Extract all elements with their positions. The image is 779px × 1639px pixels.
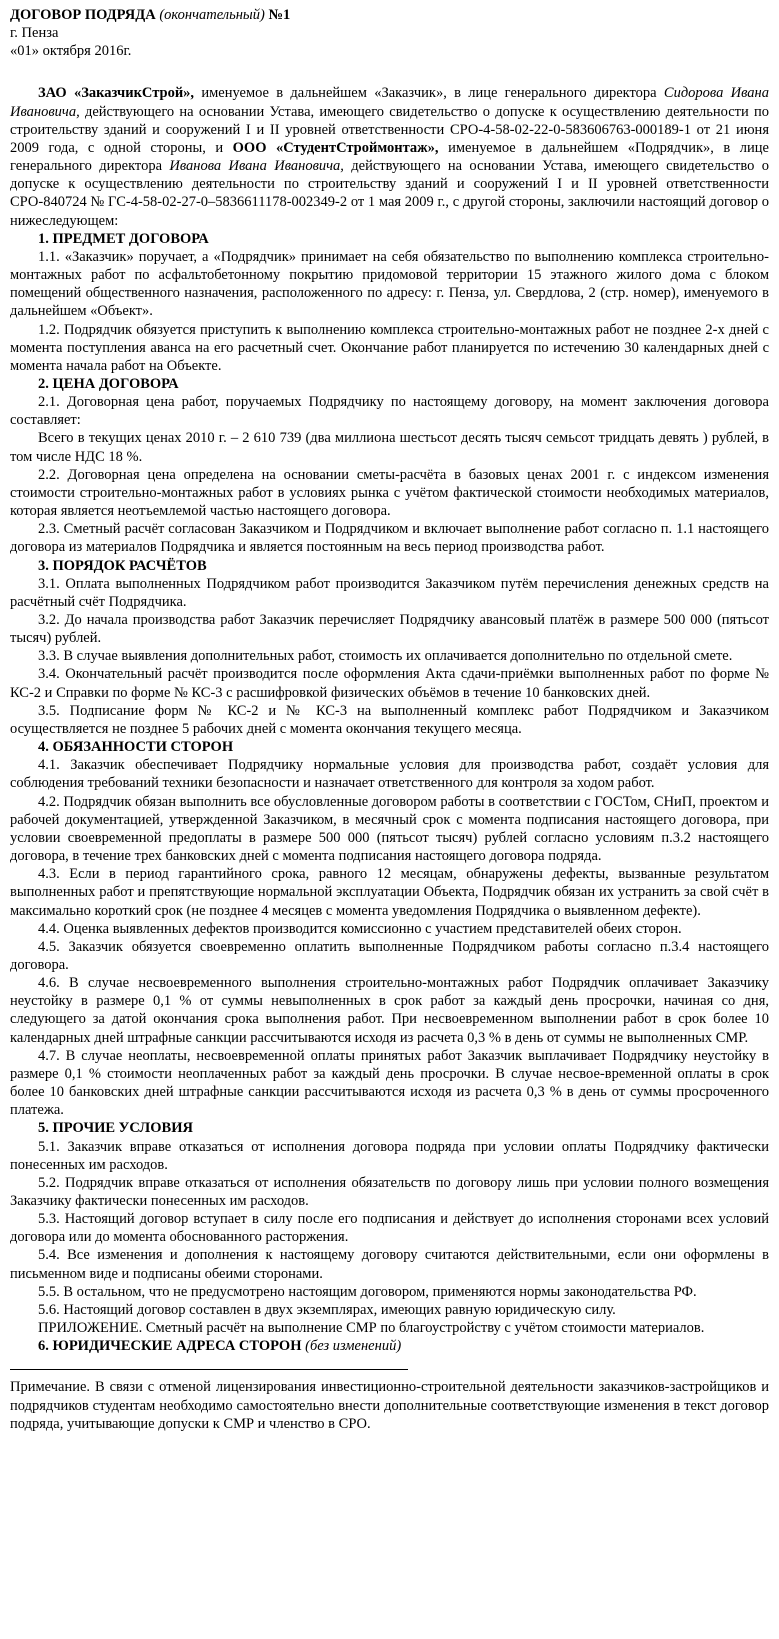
clause-paragraph: 2.3. Сметный расчёт согласован Заказчиком и Подрядчиком и включает выполнение работ согласно п. 1.1 настоящего договора из материалов Подрядчика и является постоянным на весь период производства работ. (10, 521, 769, 556)
customer-director: Сидорова Ивана Ивановича, (10, 85, 769, 120)
contractor-director: Иванова Ивана Ивановича, (169, 158, 344, 175)
document-number: №1 (268, 7, 291, 23)
section-title: 4. ОБЯЗАННОСТИ СТОРОН (38, 739, 234, 756)
section-title: 1. ПРЕДМЕТ ДОГОВОРА (38, 230, 209, 247)
document-title-line (10, 6, 769, 24)
clause-paragraph: 4.5. Заказчик обязуется своевременно оплатить выполненные Подрядчиком работы согласно п.3.4 настоящего договора. (10, 938, 769, 973)
clause-paragraph: 3.4. Окончательный расчёт производится после оформления Акта сдачи-приёмки выполненных работ по форме № КС-2 и Справки по форме № КС-3 с расшифровкой физических объёмов в течение 10 банковских дней. (10, 666, 769, 701)
clause-paragraph: 4.7. В случае неоплаты, несвоевременной оплаты принятых работ Заказчик выплачивает Подрядчику неустойку в размере 0,1 % стоимости неоплаченных работ за каждый день просрочки. В случае несвое-временной оплаты в срок более 10 банковских дней штрафные санкции рассчитываются исходя из расчета 0,3 % в день от суммы просроченного платежа. (10, 1047, 769, 1119)
clause-paragraph: 5.1. Заказчик вправе отказаться от исполнения договора подряда при условии оплаты Подрядчику фактически понесенных им расходов. (10, 1138, 769, 1173)
clause-paragraph: 2.1. Договорная цена работ, поручаемых Подрядчику по настоящему договору, на момент заключения договора составляет: (10, 394, 769, 429)
section-6-title: 6. ЮРИДИЧЕСКИЕ АДРЕСА СТОРОН (38, 1338, 302, 1355)
preamble-text-3: именуемое в дальнейшем «Подрядчик», в лице генерального директора (10, 139, 769, 175)
customer-name: ЗАО «ЗаказчикСтрой», (38, 85, 195, 102)
document-city: г. Пенза (10, 25, 59, 42)
clause-paragraph: 5.2. Подрядчик вправе отказаться от исполнения обязательств по договору лишь при условии полного возмещения Заказчику фактически понесенных им расходов. (10, 1174, 769, 1209)
clause-paragraph: 3.5. Подписание форм № КС-2 и № КС-3 на выполненный комплекс работ Подрядчиком и Заказчиком осуществляется не позднее 5 рабочих дней с момента окончания текущего месяца. (10, 702, 769, 737)
clause-paragraph: 4.6. В случае несвоевременного выполнения строительно-монтажных работ Подрядчик оплачивает Заказчику неустойку в размере 0,1 % от суммы невыполненных в срок работ за каждый день просрочки, начиная со дня, следующего за датой окончания срока выполнения работ. При несвоевременном выполнении работ в срок более 10 календарных дней штрафные санкции рассчитываются исходя из расчета 0,3 % в день от суммы не выполненных СМР. (10, 975, 769, 1046)
section-title: 3. ПОРЯДОК РАСЧЁТОВ (38, 557, 207, 574)
clause-paragraph: 5.3. Настоящий договор вступает в силу после его подписания и действует до исполнения сторонами всех условий договора или до момента обоснованного расторжения. (10, 1211, 769, 1246)
footnote-divider (10, 1369, 408, 1370)
section-6-note: (без изменений) (305, 1338, 402, 1355)
preamble-paragraph (10, 84, 769, 229)
clause-paragraph: 2.2. Договорная цена определена на основании сметы-расчёта в базовых ценах 2001 г. с индексом изменения стоимости строительно-монтажных работ в условиях рынка с учётом фактической стоимости необходимых материалов, которая является неотъемлемой частью настоящего договора. (10, 466, 769, 520)
clause-paragraph: 5.5. В остальном, что не предусмотрено настоящим договором, применяются нормы законодательства РФ. (38, 1283, 697, 1300)
clause-paragraph: 4.4. Оценка выявленных дефектов производится комиссионно с участием представителей обеих сторон. (38, 920, 682, 937)
document-date: «01» октября 2016г. (10, 43, 132, 60)
preamble-text-2: действующего на основании Устава, имеющего свидетельство о допуске к осуществлению деятельности по строительству зданий и сооружений I и II уровней ответственности СРО-4-58-02-22-0-583606763-000189-1 от 21 июня 2009 года, с одной стороны, и (10, 103, 769, 156)
clause-paragraph: 4.1. Заказчик обеспечивает Подрядчику нормальные условия для производства работ, создаёт условия для соблюдения требований техники безопасности и назначает ответственного для контроля за ходом работ. (10, 757, 769, 792)
section-6-heading (10, 1337, 769, 1355)
preamble-text-1: именуемое в дальнейшем «Заказчик», в лице генерального директора (194, 85, 664, 102)
clause-paragraph: 5.6. Настоящий договор составлен в двух экземплярах, имеющих равную юридическую силу. (38, 1301, 616, 1318)
section-title: 2. ЦЕНА ДОГОВОРА (38, 375, 179, 392)
document-title-note: (окончательный) (159, 7, 265, 23)
clause-paragraph: Всего в текущих ценах 2010 г. – 2 610 739 (два миллиона шестьсот десять тысяч семьсот тридцать девять ) рублей, в том числе НДС 18 %. (10, 430, 769, 465)
clause-paragraph: ПРИЛОЖЕНИЕ. Сметный расчёт на выполнение СМР по благоустройству с учётом стоимости материалов. (38, 1320, 705, 1337)
section-title: 5. ПРОЧИЕ УСЛОВИЯ (38, 1120, 193, 1137)
contractor-name: ООО «СтудентСтроймонтаж», (232, 139, 439, 156)
document-header (10, 6, 769, 60)
clause-paragraph: 1.2. Подрядчик обязуется приступить к выполнению комплекса строительно-монтажных работ не позднее 2-х дней с момента поступления аванса на его расчетный счет. Окончание работ планируется по истечению 30 календарных дней с момента начала работ на Объекте. (10, 321, 769, 374)
clause-paragraph: 3.2. До начала производства работ Заказчик перечисляет Подрядчику авансовый платёж в размере 500 000 (пятьсот тысяч) рублей. (10, 612, 769, 647)
footnote: Примечание. В связи с отменой лицензирования инвестиционно-строительной деятельности заказчиков-застройщиков и подрядчиков студентам необходимо самостоятельно внести дополнительные соответствующие изменения в текст договор подряда, учитывающие допуски к СМР и членство в СРО. (10, 1379, 769, 1432)
clause-paragraph: 5.4. Все изменения и дополнения к настоящему договору считаются действительными, если они оформлены в письменном виде и подписаны обеими сторонами. (10, 1247, 769, 1282)
clause-paragraph: 3.3. В случае выявления дополнительных работ, стоимость их оплачивается дополнительно по отдельной смете. (38, 648, 733, 665)
clause-paragraph: 4.3. Если в период гарантийного срока, равного 12 месяцам, обнаружены дефекты, вызванные результатом выполненных работ и препятствующие нормальной эксплуатации Объекта, Подрядчик обязан их устранить за свой счёт в максимально короткий срок (не позднее 4 месяцев с момента уведомления Подрядчика о выявленном дефекте). (10, 866, 769, 919)
clause-paragraph: 3.1. Оплата выполненных Подрядчиком работ производится Заказчиком путём перечисления денежных средств на расчётный счёт Подрядчика. (10, 575, 769, 610)
preamble-text-4: действующего на основании Устава, имеющего свидетельство о допуске к осуществлению деятельности по строительству зданий и сооружений I и II уровней ответственности СРО-840724 № ГС-4-58-02-27-0–5836611178-002349-2 от 1 мая 2009 г., с другой стороны, заключили настоящий договор о нижеследующем: (10, 158, 769, 229)
clause-paragraph: 4.2. Подрядчик обязан выполнить все обусловленные договором работы в соответствии с ГОСТом, СНиП, проектом и рабочей документацией, утвержденной Заказчиком, в месячный срок с момента подписания настоящего договора, при условии своевременной предоплаты в размере 500 000 (пятьсот тысяч) рублей согласно условиям п.3.2 настоящего договора, в течение трех банковских дней с момента подписания настоящего договора подряда. (10, 793, 769, 865)
clause-paragraph: 1.1. «Заказчик» поручает, а «Подрядчик» принимает на себя обязательство по выполнению комплекса строительно-монтажных работ по асфальтобетонному покрытию придомовой территории 15 этажного жилого дома с блоком помещений общественного назначения, расположенного по адресу: г. Пенза, ул. Свердлова, 2 (стр. номер), именуемого в дальнейшем «Объект». (10, 248, 769, 320)
document-title: ДОГОВОР ПОДРЯДА (10, 7, 156, 23)
